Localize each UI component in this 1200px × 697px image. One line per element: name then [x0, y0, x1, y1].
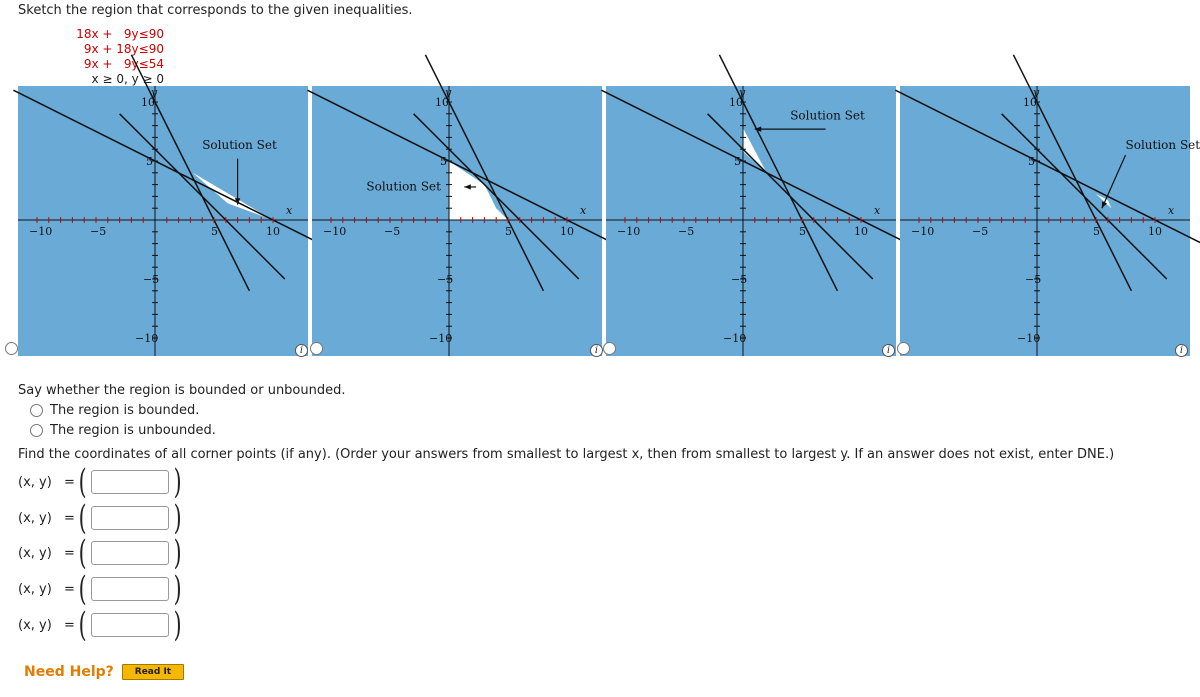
shaded-background: [606, 86, 896, 356]
solution-set-label: Solution Set: [366, 179, 441, 194]
right-paren: ): [173, 605, 182, 645]
graph-option-d: [900, 86, 1200, 356]
graph-svg-a: [18, 86, 308, 356]
equals-sign: =: [64, 510, 75, 526]
unbounded-option-label: The region is unbounded.: [50, 423, 216, 438]
graph-option-c-radio[interactable]: [603, 342, 616, 355]
x-tick-label-neg5: −5: [384, 225, 401, 238]
graph-option-c-info-icon[interactable]: i: [882, 344, 895, 357]
x-axis-label: x: [286, 204, 293, 217]
bounded-radio[interactable]: [30, 404, 43, 417]
graph-option-d-radio[interactable]: [897, 342, 910, 355]
graph-option-b-radio[interactable]: [310, 342, 323, 355]
x-tick-label-5: 5: [799, 225, 806, 238]
problem-prompt: Sketch the region that corresponds to the given inequalities.: [18, 3, 413, 18]
x-tick-label-10: 10: [1148, 225, 1162, 238]
equals-sign: =: [64, 581, 75, 597]
y-tick-label-neg10: −10: [1017, 332, 1041, 345]
left-paren: (: [78, 498, 87, 538]
y-tick-label-neg10: −10: [135, 332, 159, 345]
y-axis-label: y: [445, 86, 452, 99]
y-tick-label-neg5: −5: [143, 273, 160, 286]
y-tick-label-5: 5: [734, 155, 741, 168]
x-tick-label-neg5: −5: [90, 225, 107, 238]
point-1-input[interactable]: [91, 470, 169, 494]
point-label: (x, y): [18, 474, 52, 490]
left-paren: (: [78, 605, 87, 645]
right-paren: ): [173, 533, 182, 573]
x-axis-label: x: [1168, 204, 1175, 217]
x-axis-label: x: [580, 204, 587, 217]
y-tick-label-neg10: −10: [723, 332, 747, 345]
x-tick-label-neg10: −10: [29, 225, 53, 238]
bounded-question: Say whether the region is bounded or unbounded.: [18, 383, 346, 398]
y-tick-label-5: 5: [1028, 155, 1035, 168]
inequality-list: [74, 27, 164, 87]
point-5-input[interactable]: [91, 613, 169, 637]
graph-option-a: [18, 86, 308, 356]
need-help-label: Need Help?: [24, 664, 114, 680]
x-tick-label-5: 5: [505, 225, 512, 238]
x-tick-label-neg5: −5: [972, 225, 989, 238]
corner-instruction: Find the coordinates of all corner points (if any). (Order your answers from smallest to largest x, then from smallest to largest y. If an answer does not exist, enter DNE.): [18, 447, 1115, 462]
graph-svg-b: [312, 86, 602, 356]
graph-option-b: [312, 86, 602, 356]
y-tick-label-neg5: −5: [731, 273, 748, 286]
shaded-background: [312, 86, 602, 356]
graph-svg-d: [900, 86, 1200, 356]
solution-set-label: Solution Set: [790, 108, 865, 123]
y-tick-label-neg5: −5: [1025, 273, 1042, 286]
y-tick-label-5: 5: [146, 155, 153, 168]
equals-sign: =: [64, 545, 75, 561]
point-4-input[interactable]: [91, 577, 169, 601]
y-axis-label: y: [739, 86, 746, 99]
x-axis-label: x: [874, 204, 881, 217]
y-tick-label-10: 10: [435, 96, 449, 109]
solution-set-label: Solution Set: [1125, 138, 1200, 153]
inequality-2: 9x + 18y ≤ 90: [83, 42, 164, 56]
y-axis-label: y: [151, 86, 158, 99]
x-tick-label-10: 10: [854, 225, 868, 238]
y-tick-label-10: 10: [729, 96, 743, 109]
point-row-5: [18, 605, 185, 645]
unbounded-option[interactable]: [30, 423, 216, 438]
x-tick-label-neg10: −10: [617, 225, 641, 238]
x-tick-label-neg10: −10: [911, 225, 935, 238]
point-label: (x, y): [18, 545, 52, 561]
point-2-input[interactable]: [91, 506, 169, 530]
inequality-3: 9x + 9y ≤ 54: [83, 57, 164, 71]
graph-option-d-info-icon[interactable]: i: [1175, 344, 1188, 357]
x-tick-label-5: 5: [211, 225, 218, 238]
left-paren: (: [78, 462, 87, 502]
point-row-1: [18, 462, 185, 502]
point-row-4: [18, 569, 185, 609]
graph-option-c: [606, 86, 896, 356]
point-label: (x, y): [18, 581, 52, 597]
graph-option-a-radio[interactable]: [5, 342, 18, 355]
point-label: (x, y): [18, 510, 52, 526]
equals-sign: =: [64, 474, 75, 490]
inequality-1: 18x + 9y ≤ 90: [76, 27, 164, 41]
graph-svg-c: [606, 86, 896, 356]
y-tick-label-neg5: −5: [437, 273, 454, 286]
equals-sign: =: [64, 617, 75, 633]
solution-set-label: Solution Set: [202, 138, 277, 153]
right-paren: ): [173, 569, 182, 609]
point-row-3: [18, 533, 185, 573]
bounded-option[interactable]: [30, 403, 199, 418]
inequality-nonneg: x ≥ 0, y ≥ 0: [91, 72, 164, 86]
shaded-background: [18, 86, 308, 356]
x-tick-label-5: 5: [1093, 225, 1100, 238]
right-paren: ): [173, 462, 182, 502]
x-tick-label-neg10: −10: [323, 225, 347, 238]
point-label: (x, y): [18, 617, 52, 633]
point-row-2: [18, 498, 185, 538]
graph-option-a-info-icon[interactable]: i: [295, 344, 308, 357]
y-tick-label-5: 5: [440, 155, 447, 168]
left-paren: (: [78, 569, 87, 609]
bounded-option-label: The region is bounded.: [50, 403, 200, 418]
x-tick-label-10: 10: [560, 225, 574, 238]
graph-option-b-info-icon[interactable]: i: [590, 344, 603, 357]
x-tick-label-neg5: −5: [678, 225, 695, 238]
read-it-button[interactable]: Read It: [122, 664, 184, 680]
unbounded-radio[interactable]: [30, 424, 43, 437]
y-tick-label-neg10: −10: [429, 332, 453, 345]
point-3-input[interactable]: [91, 541, 169, 565]
y-tick-label-10: 10: [1023, 96, 1037, 109]
x-tick-label-10: 10: [266, 225, 280, 238]
shaded-background: [900, 86, 1190, 356]
y-axis-label: y: [1033, 86, 1040, 99]
left-paren: (: [78, 533, 87, 573]
y-tick-label-10: 10: [141, 96, 155, 109]
right-paren: ): [173, 498, 182, 538]
help-section: [24, 664, 184, 680]
